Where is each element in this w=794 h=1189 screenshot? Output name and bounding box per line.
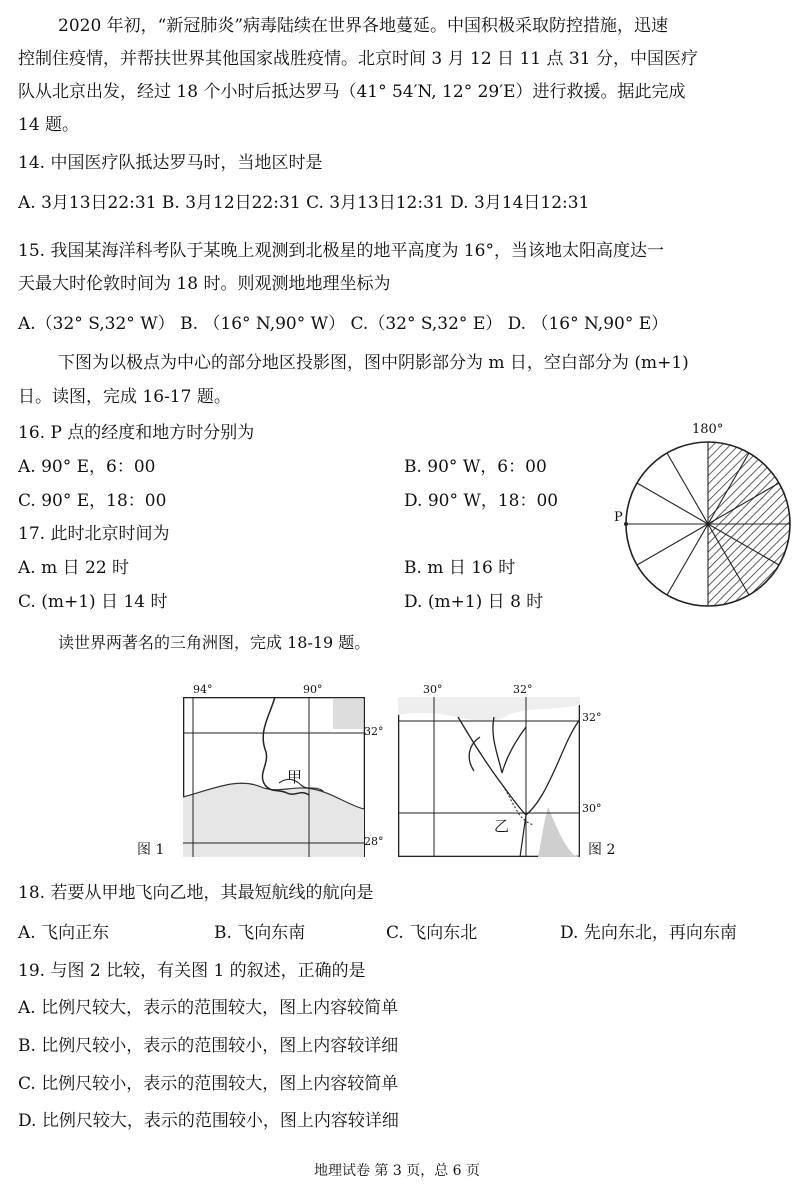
intro-line-2: 控制住疫情，并帮扶世界其他国家战胜疫情。北京时间 3 月 12 日 11 点 31 分，中国医疗: [18, 49, 698, 69]
q19-option-b: B. 比例尺较小，表示的范围较小，图上内容较详细: [18, 1036, 399, 1056]
q16-option-b: B. 90° W，6：00: [404, 457, 547, 477]
map2-caption: 图 2: [588, 842, 616, 858]
polar-top-label: 180°: [692, 422, 724, 437]
q18-option-b: B. 飞向东南: [214, 923, 306, 943]
map1-lon-right: 90°: [303, 683, 323, 696]
q17-stem: 17. 此时北京时间为: [18, 524, 170, 544]
q17-option-c: C. (m+1) 日 14 时: [18, 592, 168, 612]
q15-options: A.（32° S,32° W） B. （16° N,90° W） C.（32° S,32° E） D. （16° N,90° E）: [18, 314, 669, 334]
polar-point-label: P: [614, 510, 623, 525]
map1-caption: 图 1: [137, 842, 165, 858]
map2-lat-top: 32°: [582, 711, 602, 724]
intro2-line-1: 下图为以极点为中心的部分地区投影图，图中阴影部分为 m 日，空白部分为 (m+1): [58, 353, 689, 373]
q18-option-a: A. 飞向正东: [18, 923, 110, 943]
map2-lon-left: 30°: [423, 683, 443, 696]
map2-place-label: 乙: [494, 817, 510, 835]
map1-lon-left: 94°: [193, 683, 213, 696]
q18-stem: 18. 若要从甲地飞向乙地，其最短航线的航向是: [18, 883, 374, 903]
q18-option-c: C. 飞向东北: [386, 923, 478, 943]
q15-line-1: 15. 我国某海洋科考队于某晚上观测到北极星的地平高度为 16°，当该地太阳高度达一: [18, 241, 664, 261]
intro2-line-2: 日。读图，完成 16-17 题。: [18, 387, 231, 407]
map1-lat-bottom: 28°: [364, 835, 384, 848]
map1-delta-map: [183, 697, 365, 857]
q16-option-c: C. 90° E，18：00: [18, 491, 167, 511]
map2-lon-right: 32°: [513, 683, 533, 696]
intro-line-3: 队从北京出发，经过 18 个小时后抵达罗马（41° 54′N, 12° 29′E）进行救援。据此完成: [18, 82, 686, 102]
q17-option-a: A. m 日 22 时: [18, 558, 130, 578]
q17-option-b: B. m 日 16 时: [404, 558, 516, 578]
q16-option-d: D. 90° W，18：00: [404, 491, 559, 511]
q19-option-d: D. 比例尺较大，表示的范围较小，图上内容较详细: [18, 1111, 399, 1131]
q17-option-d: D. (m+1) 日 8 时: [404, 592, 544, 612]
map1-place-label: 甲: [287, 768, 303, 786]
map2-delta-map: [398, 697, 580, 857]
map1-lat-top: 32°: [364, 725, 384, 738]
polar-projection-figure: [620, 436, 794, 612]
map2-lat-bottom: 30°: [582, 802, 602, 815]
q14-options: A. 3月13日22:31 B. 3月12日22:31 C. 3月13日12:31 D. 3月14日12:31: [18, 193, 590, 213]
intro3-line: 读世界两著名的三角洲图，完成 18-19 题。: [58, 633, 371, 652]
q19-option-c: C. 比例尺较小，表示的范围较大，图上内容较简单: [18, 1074, 399, 1094]
map1-shade: [333, 699, 363, 729]
q16-option-a: A. 90° E，6：00: [18, 457, 156, 477]
q19-option-a: A. 比例尺较大，表示的范围较大，图上内容较简单: [18, 998, 399, 1018]
q14-stem: 14. 中国医疗队抵达罗马时，当地区时是: [18, 153, 323, 173]
q19-stem: 19. 与图 2 比较，有关图 1 的叙述，正确的是: [18, 961, 366, 981]
page-footer: 地理试卷 第 3 页，总 6 页: [313, 1163, 481, 1179]
intro-line-4: 14 题。: [18, 115, 80, 135]
intro-line-1: 2020 年初，“新冠肺炎”病毒陆续在世界各地蔓延。中国积极采取防控措施，迅速: [58, 16, 669, 36]
q16-stem: 16. P 点的经度和地方时分别为: [18, 423, 255, 443]
q15-line-2: 天最大时伦敦时间为 18 时。则观测地地理坐标为: [18, 274, 391, 294]
q18-option-d: D. 先向东北，再向东南: [560, 923, 737, 943]
polar-point-p-dot: [624, 522, 628, 526]
